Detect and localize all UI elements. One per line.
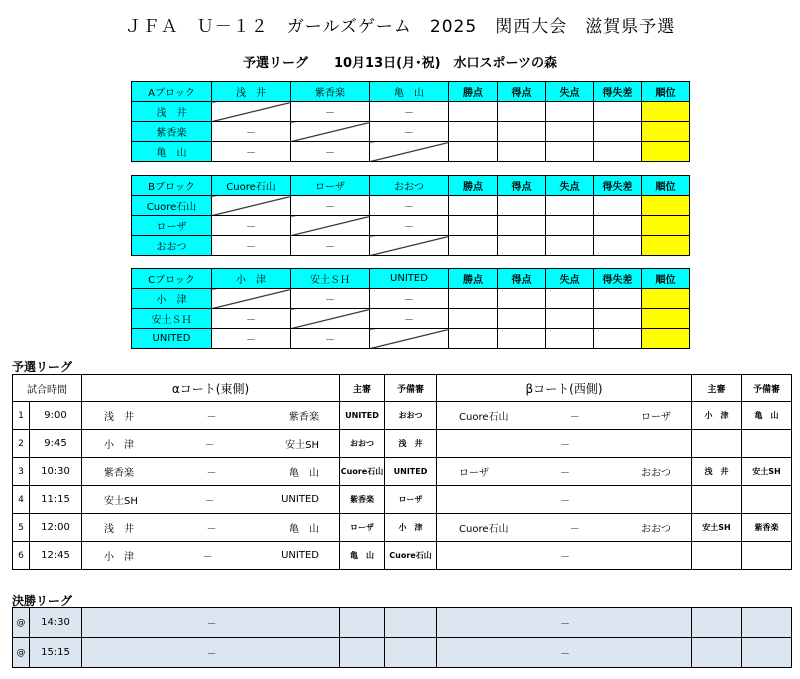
stat-cell <box>546 236 594 256</box>
beta-match <box>437 486 692 514</box>
stat-cell <box>449 329 498 349</box>
alpha-sub-referee: UNITED <box>385 458 437 486</box>
result-cell: － <box>370 122 449 142</box>
beta-referee <box>692 486 742 514</box>
header-alpha-court: αコート(東側) <box>82 375 340 402</box>
rank-cell <box>642 216 690 236</box>
vs-dash: － <box>560 552 570 563</box>
vs-dash: － <box>560 496 570 507</box>
stat-cell <box>546 216 594 236</box>
stat-cell <box>594 142 642 162</box>
beta-sub-referee: 紫香楽 <box>742 514 792 542</box>
stat-cell <box>498 102 546 122</box>
beta-referee: 浅 井 <box>692 458 742 486</box>
alpha-match <box>82 486 340 514</box>
beta-home-team: Cuore石山 <box>459 412 509 423</box>
alpha-home-team: 小 津 <box>104 440 134 451</box>
header-beta-sub-ref: 予備審 <box>742 375 792 402</box>
alpha-match <box>82 458 340 486</box>
block-row-team: 浅 井 <box>132 102 212 122</box>
stat-header: 順位 <box>642 176 690 196</box>
result-cell: － <box>370 196 449 216</box>
block-row-team: 安土ＳＨ <box>132 309 212 329</box>
alpha-sub-referee: おおつ <box>385 402 437 430</box>
stat-cell <box>594 236 642 256</box>
stat-cell <box>594 329 642 349</box>
vs-dash: － <box>202 552 213 563</box>
alpha-sub-referee: ローザ <box>385 486 437 514</box>
stat-header: 勝点 <box>449 176 498 196</box>
self-match-cell <box>212 102 291 122</box>
beta-sub-referee <box>742 430 792 458</box>
stat-cell <box>594 122 642 142</box>
stat-cell <box>449 102 498 122</box>
match-time: 11:15 <box>30 486 82 514</box>
block-row <box>132 309 690 329</box>
result-cell: － <box>370 309 449 329</box>
stat-cell <box>449 122 498 142</box>
alpha-sub-referee: 浅 井 <box>385 430 437 458</box>
result-cell: － <box>212 142 291 162</box>
vs-dash: － <box>560 440 570 451</box>
alpha-away-team: 安土SH <box>285 440 319 451</box>
beta-match <box>437 514 692 542</box>
alpha-referee: ローザ <box>340 514 385 542</box>
finals-section-label: 決勝リーグ <box>12 594 73 608</box>
finals-beta-sub-referee <box>742 638 792 668</box>
alpha-home-team: 小 津 <box>104 552 134 563</box>
block-row <box>132 102 690 122</box>
beta-referee: 小 津 <box>692 402 742 430</box>
vs-dash: － <box>560 468 571 479</box>
block-row-team: ローザ <box>132 216 212 236</box>
beta-referee: 安土SH <box>692 514 742 542</box>
result-cell: － <box>291 289 370 309</box>
stat-cell <box>546 122 594 142</box>
stat-header: 得点 <box>498 82 546 102</box>
schedule-row <box>13 486 792 514</box>
block-table <box>131 81 690 162</box>
stat-cell <box>498 216 546 236</box>
schedule-row <box>13 514 792 542</box>
result-cell: － <box>212 309 291 329</box>
self-match-cell <box>291 309 370 329</box>
rank-cell <box>642 122 690 142</box>
stat-header: 得失差 <box>594 176 642 196</box>
header-beta-court: βコート(西側) <box>437 375 692 402</box>
vs-dash: － <box>206 524 217 535</box>
page-subtitle: 予選リーグ 10月13日(月･祝) 水口スポーツの森 <box>242 56 558 71</box>
schedule-row <box>13 402 792 430</box>
beta-away-team: おおつ <box>641 468 671 479</box>
block-header-team: 小 津 <box>212 269 291 289</box>
alpha-match <box>82 514 340 542</box>
stat-header: 勝点 <box>449 269 498 289</box>
self-match-cell <box>370 329 449 349</box>
schedule-row <box>13 430 792 458</box>
self-match-cell <box>212 196 291 216</box>
prelim-section-label: 予選リーグ <box>12 360 73 374</box>
block-row <box>132 236 690 256</box>
rank-cell <box>642 289 690 309</box>
result-cell: － <box>291 102 370 122</box>
finals-beta-referee <box>692 638 742 668</box>
block-table <box>131 268 690 349</box>
vs-dash: － <box>204 440 215 451</box>
alpha-home-team: 安土SH <box>104 496 138 507</box>
alpha-home-team: 紫香楽 <box>104 468 134 479</box>
stat-header: 得点 <box>498 176 546 196</box>
beta-sub-referee: 安土SH <box>742 458 792 486</box>
rank-cell <box>642 329 690 349</box>
rank-cell <box>642 309 690 329</box>
beta-referee <box>692 430 742 458</box>
alpha-home-team: 浅 井 <box>104 412 134 423</box>
vs-dash: － <box>569 524 580 535</box>
alpha-match <box>82 542 340 570</box>
result-cell: － <box>212 122 291 142</box>
block-header-team: 安土ＳＨ <box>291 269 370 289</box>
block-row-team: UNITED <box>132 329 212 349</box>
finals-table <box>12 607 792 668</box>
result-cell: － <box>370 102 449 122</box>
result-cell: － <box>291 329 370 349</box>
finals-beta-match <box>437 638 692 668</box>
alpha-away-team: 亀 山 <box>289 524 319 535</box>
beta-match <box>437 430 692 458</box>
stat-cell <box>449 216 498 236</box>
match-number: 4 <box>13 486 30 514</box>
match-number: 2 <box>13 430 30 458</box>
stat-header: 勝点 <box>449 82 498 102</box>
block-name: Cブロック <box>132 269 212 289</box>
result-cell: － <box>291 196 370 216</box>
block-row-team: 小 津 <box>132 289 212 309</box>
block-row <box>132 289 690 309</box>
self-match-cell <box>212 289 291 309</box>
finals-alpha-referee <box>340 638 385 668</box>
block-header-team: 紫香楽 <box>291 82 370 102</box>
block-header-team: UNITED <box>370 269 449 289</box>
stat-cell <box>594 216 642 236</box>
finals-beta-match <box>437 608 692 638</box>
beta-home-team: ローザ <box>459 468 489 479</box>
stat-cell <box>594 289 642 309</box>
block-row <box>132 122 690 142</box>
result-cell: － <box>212 329 291 349</box>
stat-cell <box>498 122 546 142</box>
vs-dash: － <box>206 412 217 423</box>
alpha-referee: UNITED <box>340 402 385 430</box>
block-row-team: 亀 山 <box>132 142 212 162</box>
self-match-cell <box>291 216 370 236</box>
rank-cell <box>642 196 690 216</box>
stat-cell <box>449 142 498 162</box>
alpha-sub-referee: 小 津 <box>385 514 437 542</box>
block-header-team: おおつ <box>370 176 449 196</box>
result-cell: － <box>370 216 449 236</box>
stat-cell <box>498 236 546 256</box>
beta-match <box>437 542 692 570</box>
match-number: 6 <box>13 542 30 570</box>
match-time: 9:45 <box>30 430 82 458</box>
stat-cell <box>449 236 498 256</box>
stat-cell <box>546 289 594 309</box>
vs-dash: － <box>206 468 217 479</box>
block-header-team: 浅 井 <box>212 82 291 102</box>
block-header-team: 亀 山 <box>370 82 449 102</box>
vs-dash: － <box>206 619 217 630</box>
stat-header: 得失差 <box>594 269 642 289</box>
alpha-match <box>82 402 340 430</box>
rank-cell <box>642 102 690 122</box>
stat-cell <box>498 289 546 309</box>
finals-match-number: @ <box>13 608 30 638</box>
alpha-referee: Cuore石山 <box>340 458 385 486</box>
match-time: 12:00 <box>30 514 82 542</box>
alpha-referee: おおつ <box>340 430 385 458</box>
finals-alpha-match <box>82 638 340 668</box>
match-time: 9:00 <box>30 402 82 430</box>
schedule-table <box>12 374 792 570</box>
match-time: 10:30 <box>30 458 82 486</box>
stat-cell <box>449 289 498 309</box>
self-match-cell <box>291 122 370 142</box>
stat-header: 順位 <box>642 82 690 102</box>
self-match-cell <box>370 142 449 162</box>
beta-sub-referee <box>742 486 792 514</box>
stat-cell <box>498 309 546 329</box>
finals-beta-referee <box>692 608 742 638</box>
finals-match-number: @ <box>13 638 30 668</box>
block-row <box>132 216 690 236</box>
stat-cell <box>546 142 594 162</box>
vs-dash: － <box>560 619 570 630</box>
page-title: ＪＦＡ Ｕ－１２ ガールズゲーム 2025 関西大会 滋賀県予選 <box>124 17 676 37</box>
stat-cell <box>498 196 546 216</box>
beta-match <box>437 458 692 486</box>
stat-cell <box>546 102 594 122</box>
block-header-team: ローザ <box>291 176 370 196</box>
result-cell: － <box>291 236 370 256</box>
match-number: 5 <box>13 514 30 542</box>
block-name: Bブロック <box>132 176 212 196</box>
block-row-team: Cuore石山 <box>132 196 212 216</box>
schedule-row <box>13 542 792 570</box>
alpha-away-team: UNITED <box>281 550 319 561</box>
alpha-sub-referee: Cuore石山 <box>385 542 437 570</box>
alpha-away-team: 紫香楽 <box>289 412 319 423</box>
stat-cell <box>449 196 498 216</box>
vs-dash: － <box>560 649 570 660</box>
finals-match-time: 14:30 <box>30 608 82 638</box>
vs-dash: － <box>204 496 215 507</box>
stat-header: 失点 <box>546 269 594 289</box>
beta-match <box>437 402 692 430</box>
header-alpha-ref: 主審 <box>340 375 385 402</box>
stat-cell <box>498 329 546 349</box>
alpha-referee: 紫香楽 <box>340 486 385 514</box>
finals-match-time: 15:15 <box>30 638 82 668</box>
beta-referee <box>692 542 742 570</box>
beta-sub-referee <box>742 542 792 570</box>
block-header-team: Cuore石山 <box>212 176 291 196</box>
block-row-team: 紫香楽 <box>132 122 212 142</box>
match-number: 1 <box>13 402 30 430</box>
alpha-referee: 亀 山 <box>340 542 385 570</box>
block-name: Aブロック <box>132 82 212 102</box>
finals-row <box>13 608 792 638</box>
stat-cell <box>594 196 642 216</box>
stat-cell <box>594 309 642 329</box>
self-match-cell <box>370 236 449 256</box>
finals-alpha-sub-referee <box>385 638 437 668</box>
beta-home-team: Cuore石山 <box>459 524 509 535</box>
stat-cell <box>546 329 594 349</box>
match-time: 12:45 <box>30 542 82 570</box>
finals-alpha-sub-referee <box>385 608 437 638</box>
stat-header: 順位 <box>642 269 690 289</box>
header-beta-ref: 主審 <box>692 375 742 402</box>
result-cell: － <box>212 236 291 256</box>
stat-cell <box>546 196 594 216</box>
stat-header: 得失差 <box>594 82 642 102</box>
result-cell: － <box>370 289 449 309</box>
finals-row <box>13 638 792 668</box>
alpha-away-team: UNITED <box>281 494 319 505</box>
stat-header: 失点 <box>546 82 594 102</box>
alpha-match <box>82 430 340 458</box>
stat-cell <box>546 309 594 329</box>
finals-alpha-referee <box>340 608 385 638</box>
alpha-away-team: 亀 山 <box>289 468 319 479</box>
block-row-team: おおつ <box>132 236 212 256</box>
finals-alpha-match <box>82 608 340 638</box>
block-table <box>131 175 690 256</box>
header-alpha-sub-ref: 予備審 <box>385 375 437 402</box>
stat-header: 失点 <box>546 176 594 196</box>
stat-cell <box>449 309 498 329</box>
match-number: 3 <box>13 458 30 486</box>
stat-cell <box>498 142 546 162</box>
rank-cell <box>642 142 690 162</box>
rank-cell <box>642 236 690 256</box>
block-row <box>132 142 690 162</box>
schedule-row <box>13 458 792 486</box>
block-row <box>132 196 690 216</box>
vs-dash: － <box>206 649 217 660</box>
finals-beta-sub-referee <box>742 608 792 638</box>
alpha-home-team: 浅 井 <box>104 524 134 535</box>
block-row <box>132 329 690 349</box>
beta-sub-referee: 亀 山 <box>742 402 792 430</box>
beta-away-team: おおつ <box>641 524 671 535</box>
beta-away-team: ローザ <box>640 412 671 423</box>
stat-cell <box>594 102 642 122</box>
header-time: 試合時間 <box>13 375 82 402</box>
stat-header: 得点 <box>498 269 546 289</box>
result-cell: － <box>212 216 291 236</box>
result-cell: － <box>291 142 370 162</box>
vs-dash: － <box>569 412 580 423</box>
